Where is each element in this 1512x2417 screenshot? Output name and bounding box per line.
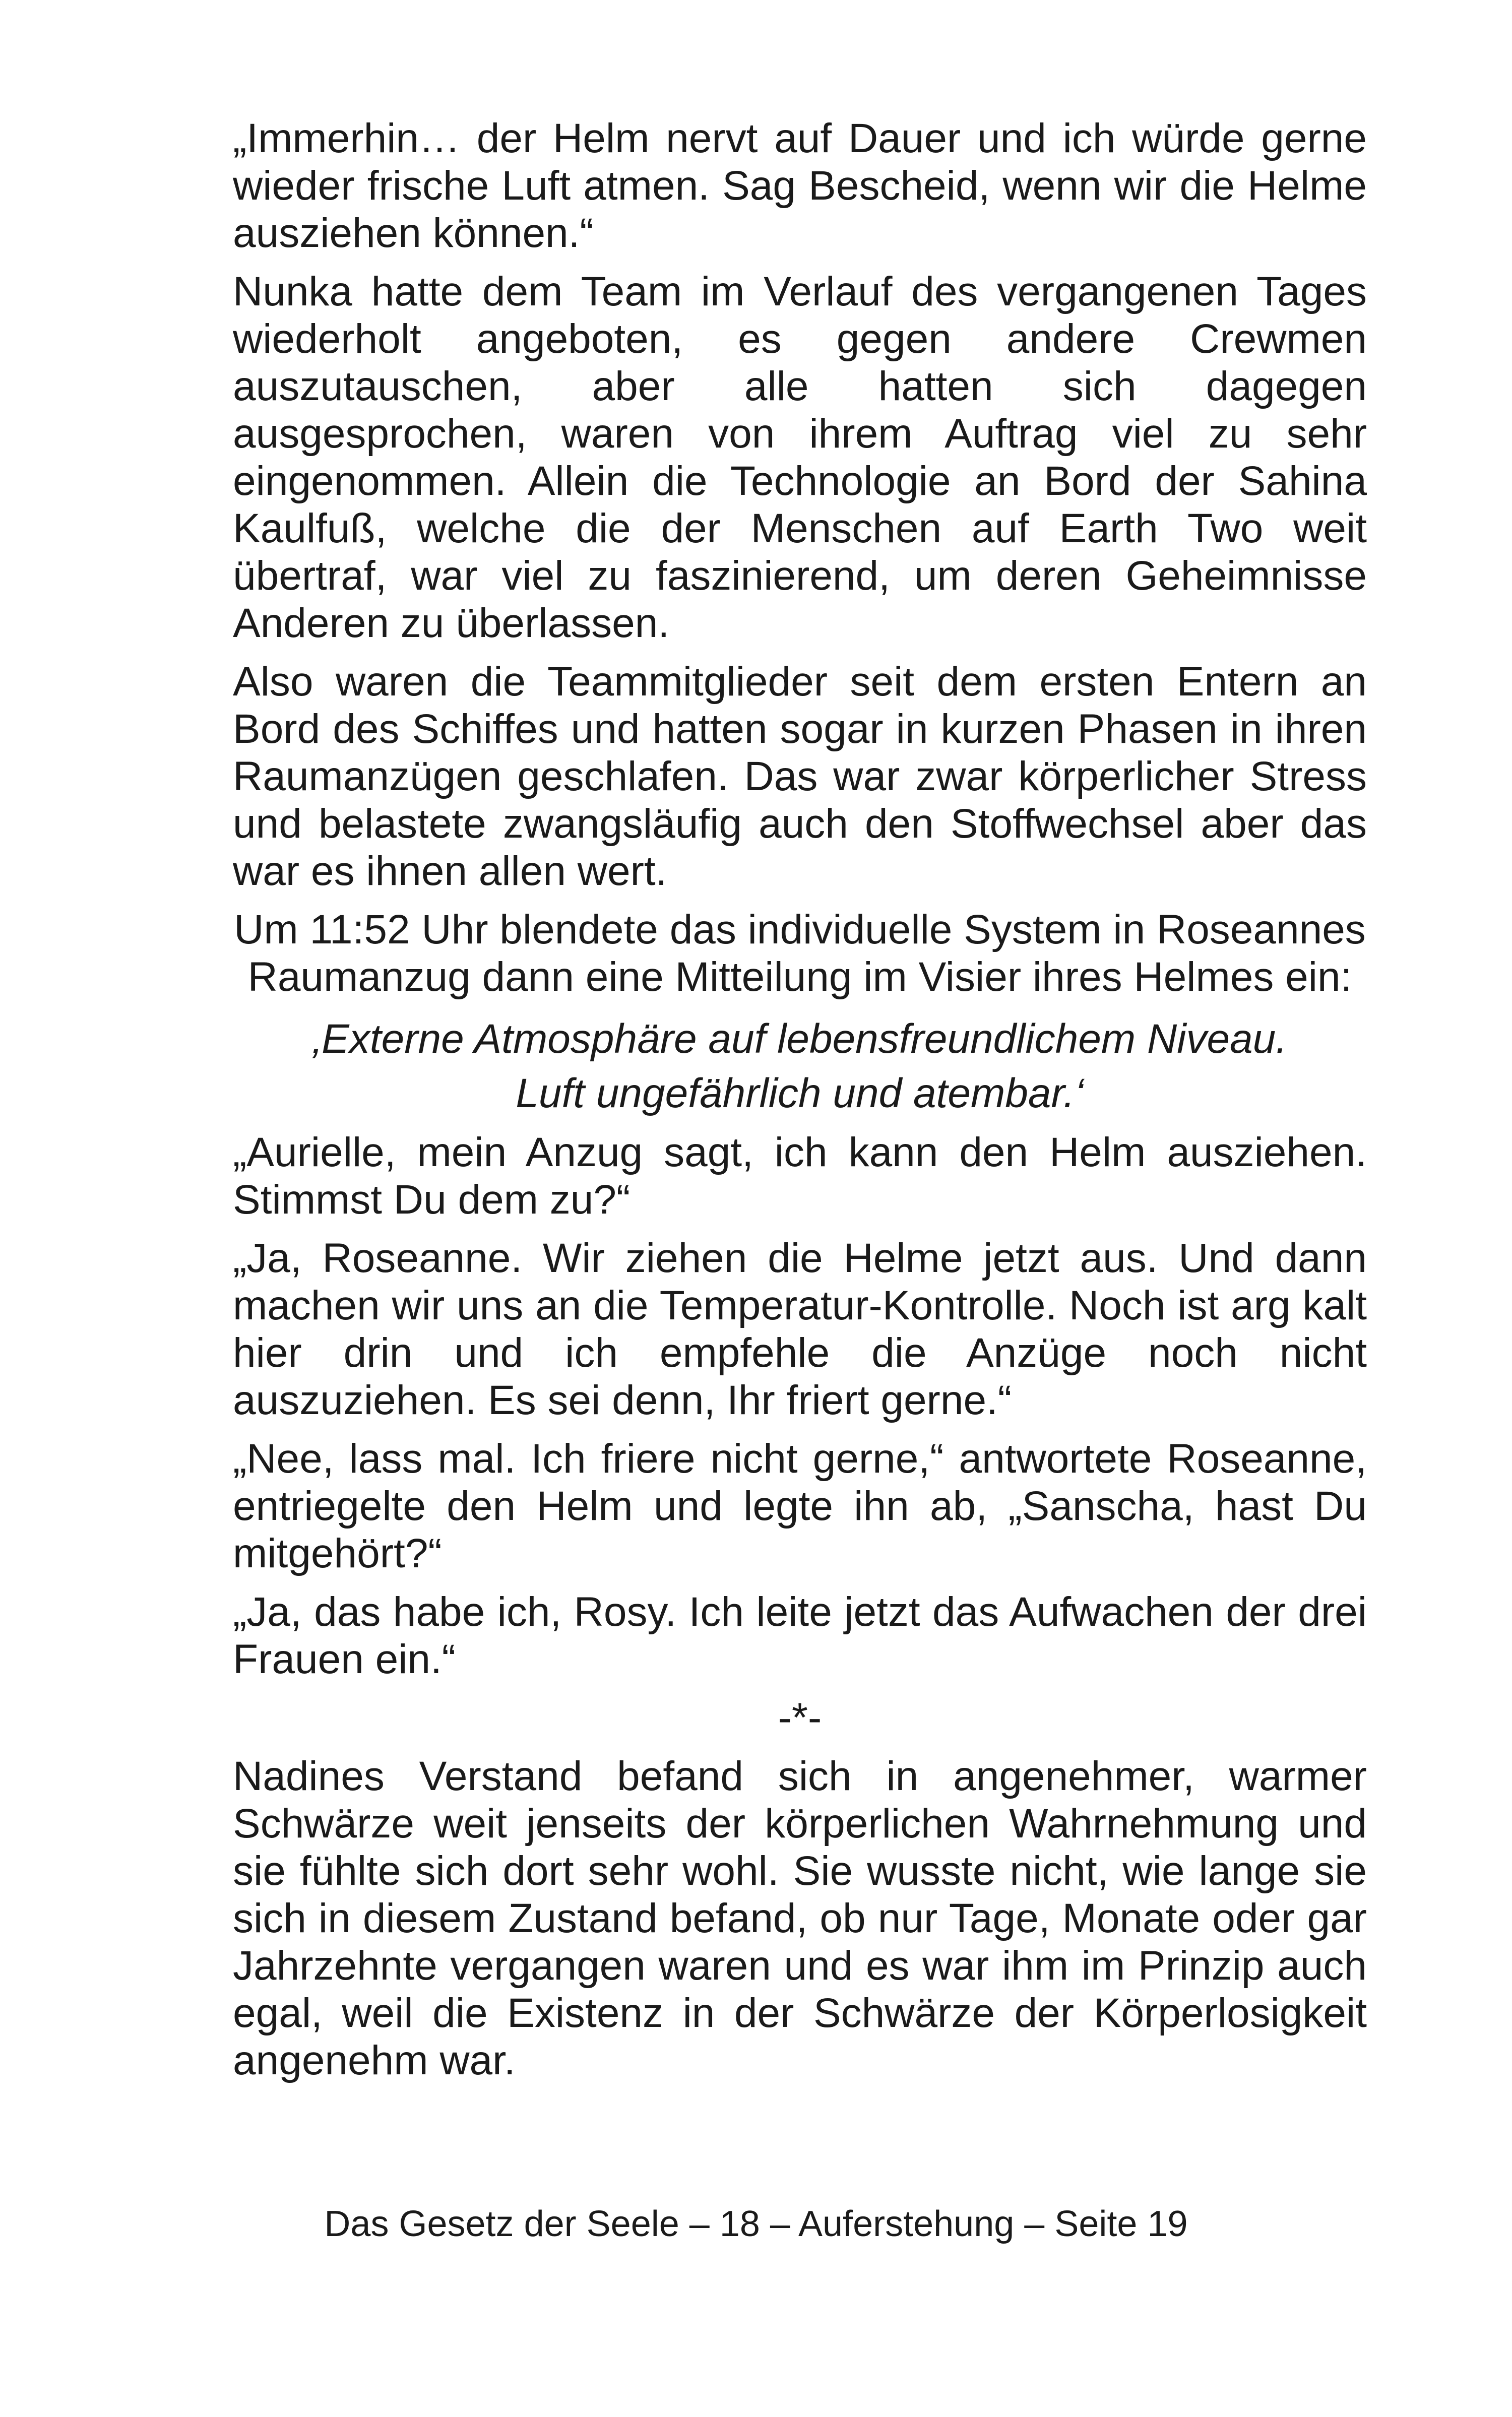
centered-paragraph: Um 11:52 Uhr blendete das individuelle System in Roseannes Raumanzug dann eine Mitteilung im Visier ihres Helmes ein: — [234, 907, 1366, 1000]
section-separator: -*- — [778, 1695, 822, 1741]
paragraph: Also waren die Teammitglieder seit dem ersten Entern an Bord des Schiffes und hatten sogar in kurzen Phasen in ihren Raumanzügen geschlafen. Das war zwar körperlicher Stress und belastete zwangsläufig auch den Stoffwechsel aber das war es ihnen allen wert. — [233, 659, 1367, 894]
page-body — [233, 115, 1367, 2095]
page-footer: Das Gesetz der Seele – 18 – Auferstehung – Seite 19 — [324, 2204, 1188, 2244]
helmet-message — [233, 1012, 1367, 1121]
paragraph: Nadines Verstand befand sich in angenehmer, warmer Schwärze weit jenseits der körperlichen Wahrnehmung und sie fühlte sich dort sehr wohl. Sie wusste nicht, wie lange sie sich in diesem Zustand befand, ob nur Tage, Monate oder gar Jahrzehnte vergangen waren und es war ihm im Prinzip auch egal, weil die Existenz in der Schwärze der Körperlosigkeit angenehm war. — [233, 1753, 1367, 2083]
paragraph: „Immerhin… der Helm nervt auf Dauer und ich würde gerne wieder frische Luft atmen. Sag Bescheid, wenn wir die Helme ausziehen können.“ — [233, 115, 1367, 256]
paragraph: Nunka hatte dem Team im Verlauf des vergangenen Tages wiederholt angeboten, es gegen andere Crewmen auszutauschen, aber alle hatten sich dagegen ausgesprochen, waren von ihrem Auftrag viel zu sehr eingenommen. Allein die Technologie an Bord der Sahina Kaulfuß, welche die der Menschen auf Earth Two weit übertraf, war viel zu faszinierend, um deren Geheimnisse Anderen zu überlassen. — [233, 269, 1367, 646]
helmet-message-line-2: Luft ungefährlich und atembar.‘ — [516, 1070, 1084, 1116]
paragraph: „Nee, lass mal. Ich friere nicht gerne,“ antwortete Roseanne, entriegelte den Helm und legte ihn ab, „Sanscha, hast Du mitgehört?“ — [233, 1436, 1367, 1576]
paragraph: „Aurielle, mein Anzug sagt, ich kann den Helm ausziehen. Stimmst Du dem zu?“ — [233, 1129, 1367, 1223]
paragraph: „Ja, Roseanne. Wir ziehen die Helme jetzt aus. Und dann machen wir uns an die Temperatur-Kontrolle. Noch ist arg kalt hier drin und ich empfehle die Anzüge noch nicht auszuziehen. Es sei denn, Ihr friert gerne.“ — [233, 1235, 1367, 1423]
paragraph: „Ja, das habe ich, Rosy. Ich leite jetzt das Aufwachen der drei Frauen ein.“ — [233, 1589, 1367, 1682]
helmet-message-line-1: ‚Externe Atmosphäre auf lebensfreundlichem Niveau. — [312, 1016, 1288, 1062]
